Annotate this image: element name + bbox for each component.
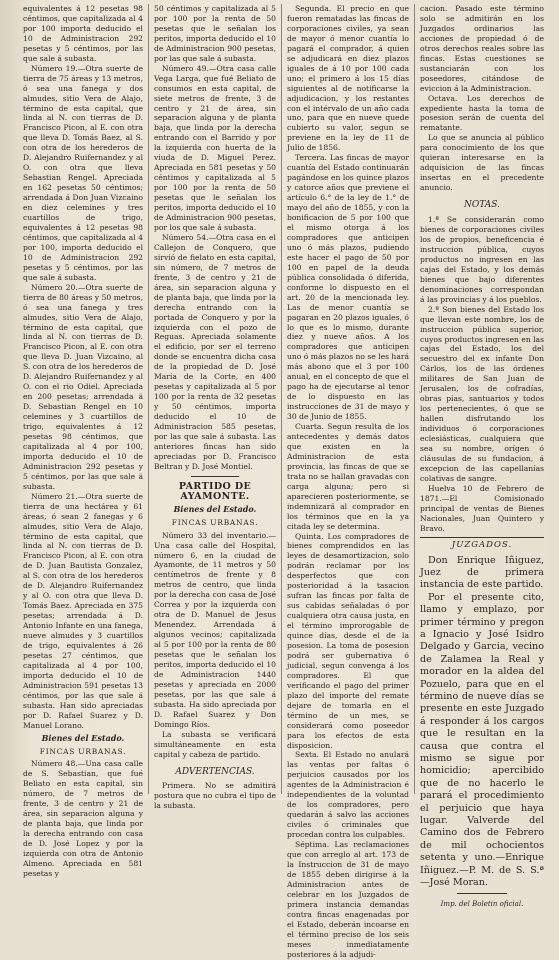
text-columns [18,4,549,959]
paragraph-lot-20: Número 20.—Otra suerte de tierra de 80 áreas y 50 metros, ó sea una fanega y tres almudes, sitio Vera de Alajo, término de esta capital, que linda al N. con tierras de D. Francisco Picon, al E. con otra que lleva D. Juan Vizcaino, al S. con otra de los herederos de D. Alejandro Ruifernandez y al O. con el rio Odiel. Apreciada en 200 pesetas; arrendada á D. Sebastian Rengel en 10 celemines y 3 cuartillos de trigo, equivalentes á 12 pesetas 98 céntimos, que capitalizada al 4 por 100, importa deducido el 10 de Administracion 292 pesetas y 5 céntimos, por las que sale á subasta. [23,282,143,491]
section-heading: Bienes del Estado. [41,732,125,743]
edict-block [420,555,544,890]
notas-heading: NOTAS. [464,200,500,211]
paragraph: equivalentes á 12 pesetas 98 céntimos, que capitalizada al 4 por 100 importa deducido el 10 de Administracion 292 pesetas y 5 céntimos, por las que sale á subasta. [23,4,143,63]
paragraph: 50 céntimos y capitalizada al 5 por 100 por la renta de 50 pesetas que le señalan los peritos, importa deducido el 10 de Administracion 900 pesetas, por las que sale á subasta. [154,4,276,63]
column-1 [18,4,148,878]
paragraph-announcement: Lo que se anuncia al público para conocimiento de los que quieran interesarse en la adquisicion de las fincas insertas en el precedente anuncio. [420,133,544,193]
paragraph-nota-1: 1.ª Se considerarán como bienes de corporaciones civiles los de propios, beneficencia é instruccion pública, cuyos productos no ingresen en las cajas del Estado, y los demás bienes que bajo diferentes denominaciones correspondan á las provincias y á los pueblos. [420,215,544,304]
divider [457,893,507,894]
paragraph-sexta: Sexta. El Estado no anulará las ventas por faltas ó perjuicios causados por los agentes de la Administracion é independientes de la voluntad de los compradores, pero quedarán á salvo las acciones civiles ó criminales que procedan contra los culpables. [287,750,409,840]
juzgados-heading: JUZGADOS. [451,539,513,550]
section-heading: Bienes del Estado. [173,503,257,514]
paragraph-lot-54: Número 54.—Otra casa en el Callejon de Conquero, que sirvió de fielato en esta capital, sin número, de 7 metros de frente, 3 de centro y 21 de área, sin separacion alguna y de planta baja, que linda por la derecha entrando con la portada de Conquero y por la izquierda con el pozo de Reguas. Apreciada solamente el edificio, por ser el terreno donde se encuentra dicha casa de la propiedad de D. José María de la Corte, en 400 pesetas y capitalizada al 5 por 100 por la renta de 32 pesetas y 50 céntimos, importa deducido el 10 de Administracion 585 pesetas, por las que sale á subasta. Las anteriores fincas han sido apreciadas por D. Francisco Beltran y D. José Montiel. [154,232,276,471]
column-2 [148,4,281,811]
imprint-line: Imp. del Boletin oficial. [440,900,524,909]
subsection-heading: FINCAS URBANAS. [39,746,127,756]
paragraph-nota-2: 2.ª Son bienes del Estado los que llevan este nombre, los de instruccion pública superior, cuyos productos ingresen en las cajas del Estado, los del secuestro del ex infante Don Cárlos, los de las órdenes militares de San Juan de Jerusalen, los de cofradías, obras pías, santuarios y todos los pertenecientes, ó que se hallen disfrutando los individuos ó corporaciones eclesiásticas, cualquiera que sea su nombre, orígen ó cláusulas de su fundacion, á excepcion de las capellanías colativas de sangre. [420,304,544,483]
divider [420,537,544,538]
paragraph-lot-33: Número 33 del inventario.—Una casa calle del Hospital, número 6, en la ciudad de Ayamonte, de 11 metros y 50 centímetros de frente y 8 metros de centro, que linda por la derecha con casa de José Correa y por la izquierda con otra de D. Manuel de Jesus Menendez. Arrendada á algunos vecinos; capitalizada al 5 por 100 por la renta de 80 pesetas que le señalan los peritos, importa deducido el 10 de Administracion 1440 pesetas y apreciada en 2000 pesetas, por las que sale á subasta. Ha sido apreciada por D. Rafael Suarez y Don Domingo Ríos. [154,530,276,729]
paragraph-lot-19: Número 19.—Otra suerte de tierra de 75 áreas y 13 metros, ó sea una fanega y dos almudes, sitio Vera de Alajo, término de esta capital, que linda al N. con tierras de D. Francisco Picon, al E. con otra que lleva D. Tomás Baez, al S. con otra de los herederos de D. Alejandro Ruifernandez y al O. con otra que lleva Sebastian Rengel. Apreciada en 162 pesetas 50 céntimos; arrendada á Don Juan Vizcaino en diez celemines y tres cuartillos de trigo, equivalentes á 12 pesetas 98 céntimos, que capitalizada al 4 por 100, importa deducido el 10 de Administracion 292 pesetas y 5 céntimos, por las que sale á subasta. [23,63,143,282]
column-4 [414,4,549,909]
paragraph-cuarta: Cuarta. Segun resulta de los antecedentes y demás datos que existen en la Administracion de esta provincia, las fincas de que se trata no se hallan gravadas con carga alguna; pero si aparecieren posteriormente, se indemnizará al comprador en los términos que en la ya citada ley se determina. [287,422,409,531]
paragraph-subasta: La subasta se verificará simultáneamente en esta capital y cabeza de partido. [154,729,276,759]
subsection-heading: FINCAS URBANAS. [171,517,259,527]
paragraph: cacion. Pasado este término solo se admitirán en los Juzgados ordinarios las acciones de propiedad ó de otros derechos reales sobre las fincas. Estas cuestiones se sustanciarán con los poseedores, citándose de eviccion á la Administracion. [420,4,544,93]
paragraph-lot-49: Número 49.—Otra casa calle Vega Larga, que fué Beliato de consumos en esta capital, de siete metros de frente, 3 de centro y 21 de área, sin separacion alguna y de planta baja, que linda por la derecha entrando con el Barrido y por la izquierda con huerta de la viuda de D. Miguel Perez. Apreciada en 581 pesetas y 50 céntimos y capitalizada al 5 por 100 por la renta de 50 pesetas que le señalan los peritos, importa deducido el 10 de Administracion 900 pesetas, por los que sale á subasta. [154,63,276,232]
paragraph-quinta: Quinta. Los compradores de bienes comprendidos en las leyes de desamortizacion, solo podrán reclamar por los desperfectos que con posterioridad á la tasacion sufran las fincas por falta de sus cabidas señaladas ó por cualquiera otra causa justa, en el término improrogable de quince días, desde el de la posesion. La toma de posesion podrá ser gubernativa ó judicial, segun convenga á los compradores. El que verificando el pago del primer plazo del importe del remate dejare de tomarla en el término de un mes, se considerará como poseedor para los efectos de esta disposicion. [287,531,409,750]
district-heading: PARTIDO DE AYAMONTE. [178,480,252,502]
paragraph-judge: Don Enrique Iñiguez, Juez de primera instancia de este partido. [420,554,544,591]
column-3 [281,4,414,959]
paragraph-summons: Por el presente cito, llamo y emplazo, por primer término y pregon a Ignacio y José Isidro Delgado y Garcia, vecino de Zalamea la Real y morador en la aldea del Pozuelo, para que en el término de nueve días se presente en este Juzgado á responder á los cargos que le resultan en la causa que contra el mismo se sigue por homicidio; apercibido que de no hacerlo le parará el procedimiento el perjuicio que haya lugar. Valverde del Camino dos de Febrero de mil ochocientos setenta y uno.—Enrique Iñiguez.—P. M. de S. S.ª—José Moran. [420,591,544,889]
paragraph-segunda: Segunda. El precio en que fueron rematadas las fincas de corporaciones civiles, ya sean de mayor ó menor cuantía lo pagará el comprador, á quien se adjudicará en diez plazos iguales de á 10 por 100 cada uno; el primero á los 15 días siguientes al de notificarse la adjudicacion, y los restantes con el intérvalo de un año cada uno, para que en nueve quede cubierto su valor, segun se previene en la ley de 11 de Julio de 1856. [287,4,409,153]
advertencias-heading: ADVERTENCIAS. [175,766,255,777]
paragraph-lot-48: Número 48.—Una casa calle de S. Sebastian, que fué Beliato en esta capital, sin número, de 7 metros de frente, 3 de centro y 21 de área, sin separacion alguna y de planta baja, que linda por la derecha entrando con casa de D. José Lopez y por la izquierda con otra de Antonio Almeno. Apreciada en 581 pesetas y [23,759,143,878]
paragraph-tercera: Tercera. Las fincas de mayor cuantía del Estado continuarán pagándose en los quince plazos y catorce años que previene el artículo 6.° de la ley de 1.° de mayo del año de 1855, y con la bonificacion de 5 por 100 que el mismo otorga á los compradores que anticipen uno ó más plazos, pudiendo este hacer el pago de 50 por 100 en papel de la deuda pública consolidada ó diferida, conforme lo dispuesto en el art. 20 de la mencionada ley. Las de menor cuantía se pagaran en 20 plazos iguales, ó lo que es lo mismo, durante diez y nueve años. A los compradores que anticipen uno ó más plazos no se les hará más abono que el 3 por 100 anual, en el concepto de que el pago ha de ejecutarse al tenor de lo dispuesto en las instrucciones de 31 de mayo y 30 de Junio de 1855. [287,153,409,422]
paragraph-primera: Primera. No se admitirá postura que no cubra el tipo de la subasta. [154,781,276,811]
paragraph-lot-21: Número 21.—Otra suerte de tierra de una hectárea y 61 áreas, ó sean 2 fanegas y 6 almudes, sitio Vera de Alajo, término de esta capital, que linda al N. con tierras de D. Francisco Picon, al E. con otra de D. Juan Bautista Gonzalez, al S. con otra de los herederos de D. Alejandro Ruifernandez y al O. con otra que lleva D. Tomás Baez. Apreciada en 375 pesetas; arrendada á D. Antonio Infante en una fanega, nueve almudes y 3 cuartillos de trigo, equivalentes á 26 pesetas 27 céntimos, que capitalizada al 4 por 100, importa deducido el 10 de Administracion 591 pesetas 13 céntimos, por las que sale á subasta. Han sido apreciadas por D. Rafael Suarez y D. Manuel Lorano. [23,491,143,730]
paragraph-octava: Octava. Los derechos de expediente hasta la toma de posesion serán de cuenta del rematante. [420,93,544,133]
divider [191,476,240,477]
paragraph-date-signature: Huelva 10 de Febrero de 1871.—El Comisionado principal de ventas de Bienes Nacionales, Juan Quintero y Bravo. [420,483,544,533]
paragraph-septima: Séptima. Las reclamaciones que con arreglo al art. 173 de la Instruccion de 31 de mayo de 1855 deben dirigirse á la Administracion antes de celebrar en los Juzgados de primera instancia demandas contra fincas enagenadas por el Estado, deberán incoarse en el término preciso de los seis meses inmediatamente posteriores á la adjudi- [287,840,409,959]
